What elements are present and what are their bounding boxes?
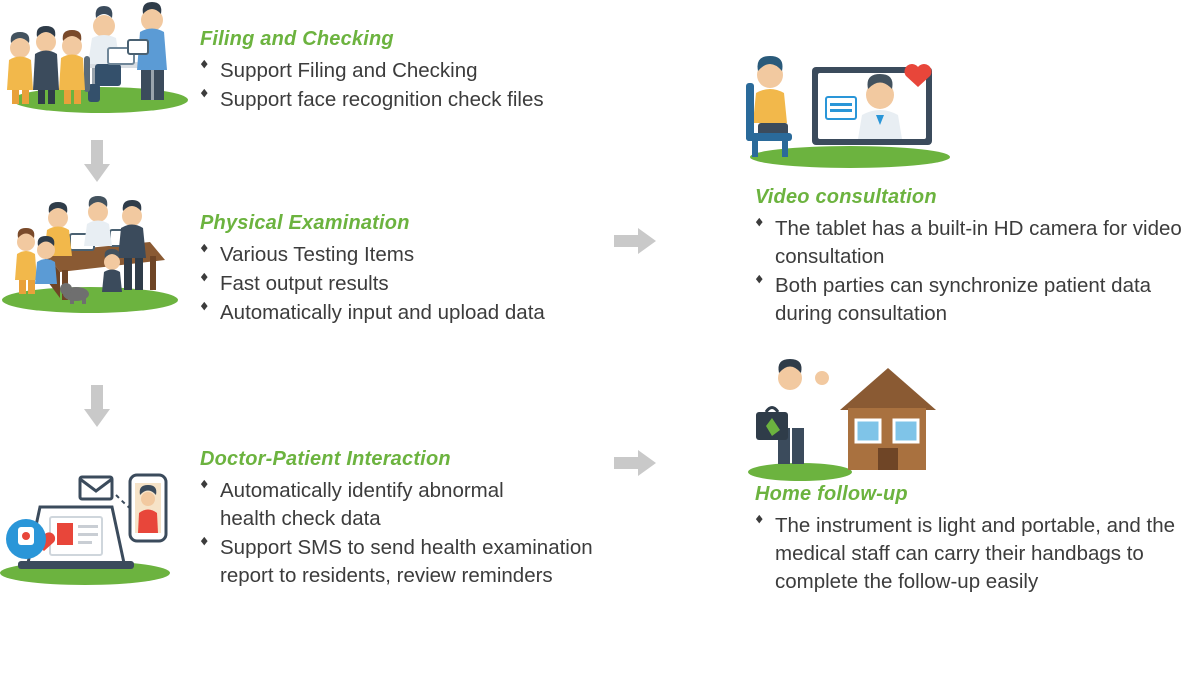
step-heading-video-consultation: Video consultation: [755, 186, 937, 208]
illustration-people-queue-at-reception-desk: [0, 0, 190, 135]
arrow-exam-to-interaction: [84, 385, 110, 427]
list-item: ◆ Various Testing Items: [200, 241, 720, 269]
step-bullets-filing-and-checking: [200, 57, 720, 114]
arrow-filing-to-exam: [84, 140, 110, 182]
step-bullets-home-follow-up: [755, 512, 1185, 596]
step-video-consultation: [755, 186, 1185, 329]
step-heading-filing-and-checking: Filing and Checking: [200, 28, 394, 50]
step-filing-and-checking: [200, 28, 720, 115]
step-heading-home-follow-up: Home follow-up: [755, 483, 908, 505]
list-item: ◆ The instrument is light and portable, and the medical staff can carry their handbags to complete the follow-up easily: [755, 512, 1185, 596]
step-bullets-video-consultation: [755, 215, 1185, 328]
list-item: ◆ The tablet has a built-in HD camera for video consultation: [755, 215, 1185, 271]
list-item: ◆ Automatically input and upload data: [200, 299, 720, 327]
step-bullets-doctor-patient-interaction: [200, 477, 720, 590]
arrow-exam-to-video: [614, 228, 656, 254]
list-item: ◆ Both parties can synchronize patient data during consultation: [755, 272, 1185, 328]
illustration-medical-staff-examining-patients-at-table: [0, 190, 190, 325]
list-item: ◆ Automatically identify abnormal health check data: [200, 477, 520, 533]
list-item: ◆ Support face recognition check files: [200, 86, 720, 114]
list-item: ◆ Support SMS to send health examination report to residents, review reminders: [200, 534, 600, 590]
arrow-interaction-to-followup: [614, 450, 656, 476]
step-home-follow-up: [755, 483, 1185, 597]
illustration-patient-on-video-call-with-doctor: [730, 45, 950, 170]
step-heading-physical-examination: Physical Examination: [200, 212, 410, 234]
illustration-medical-worker-with-bag-at-house: [740, 350, 940, 485]
illustration-laptop-sending-sms-to-phone: [0, 455, 190, 590]
step-heading-doctor-patient-interaction: Doctor-Patient Interaction: [200, 448, 451, 470]
list-item: ◆ Support Filing and Checking: [200, 57, 720, 85]
list-item: ◆ Fast output results: [200, 270, 720, 298]
